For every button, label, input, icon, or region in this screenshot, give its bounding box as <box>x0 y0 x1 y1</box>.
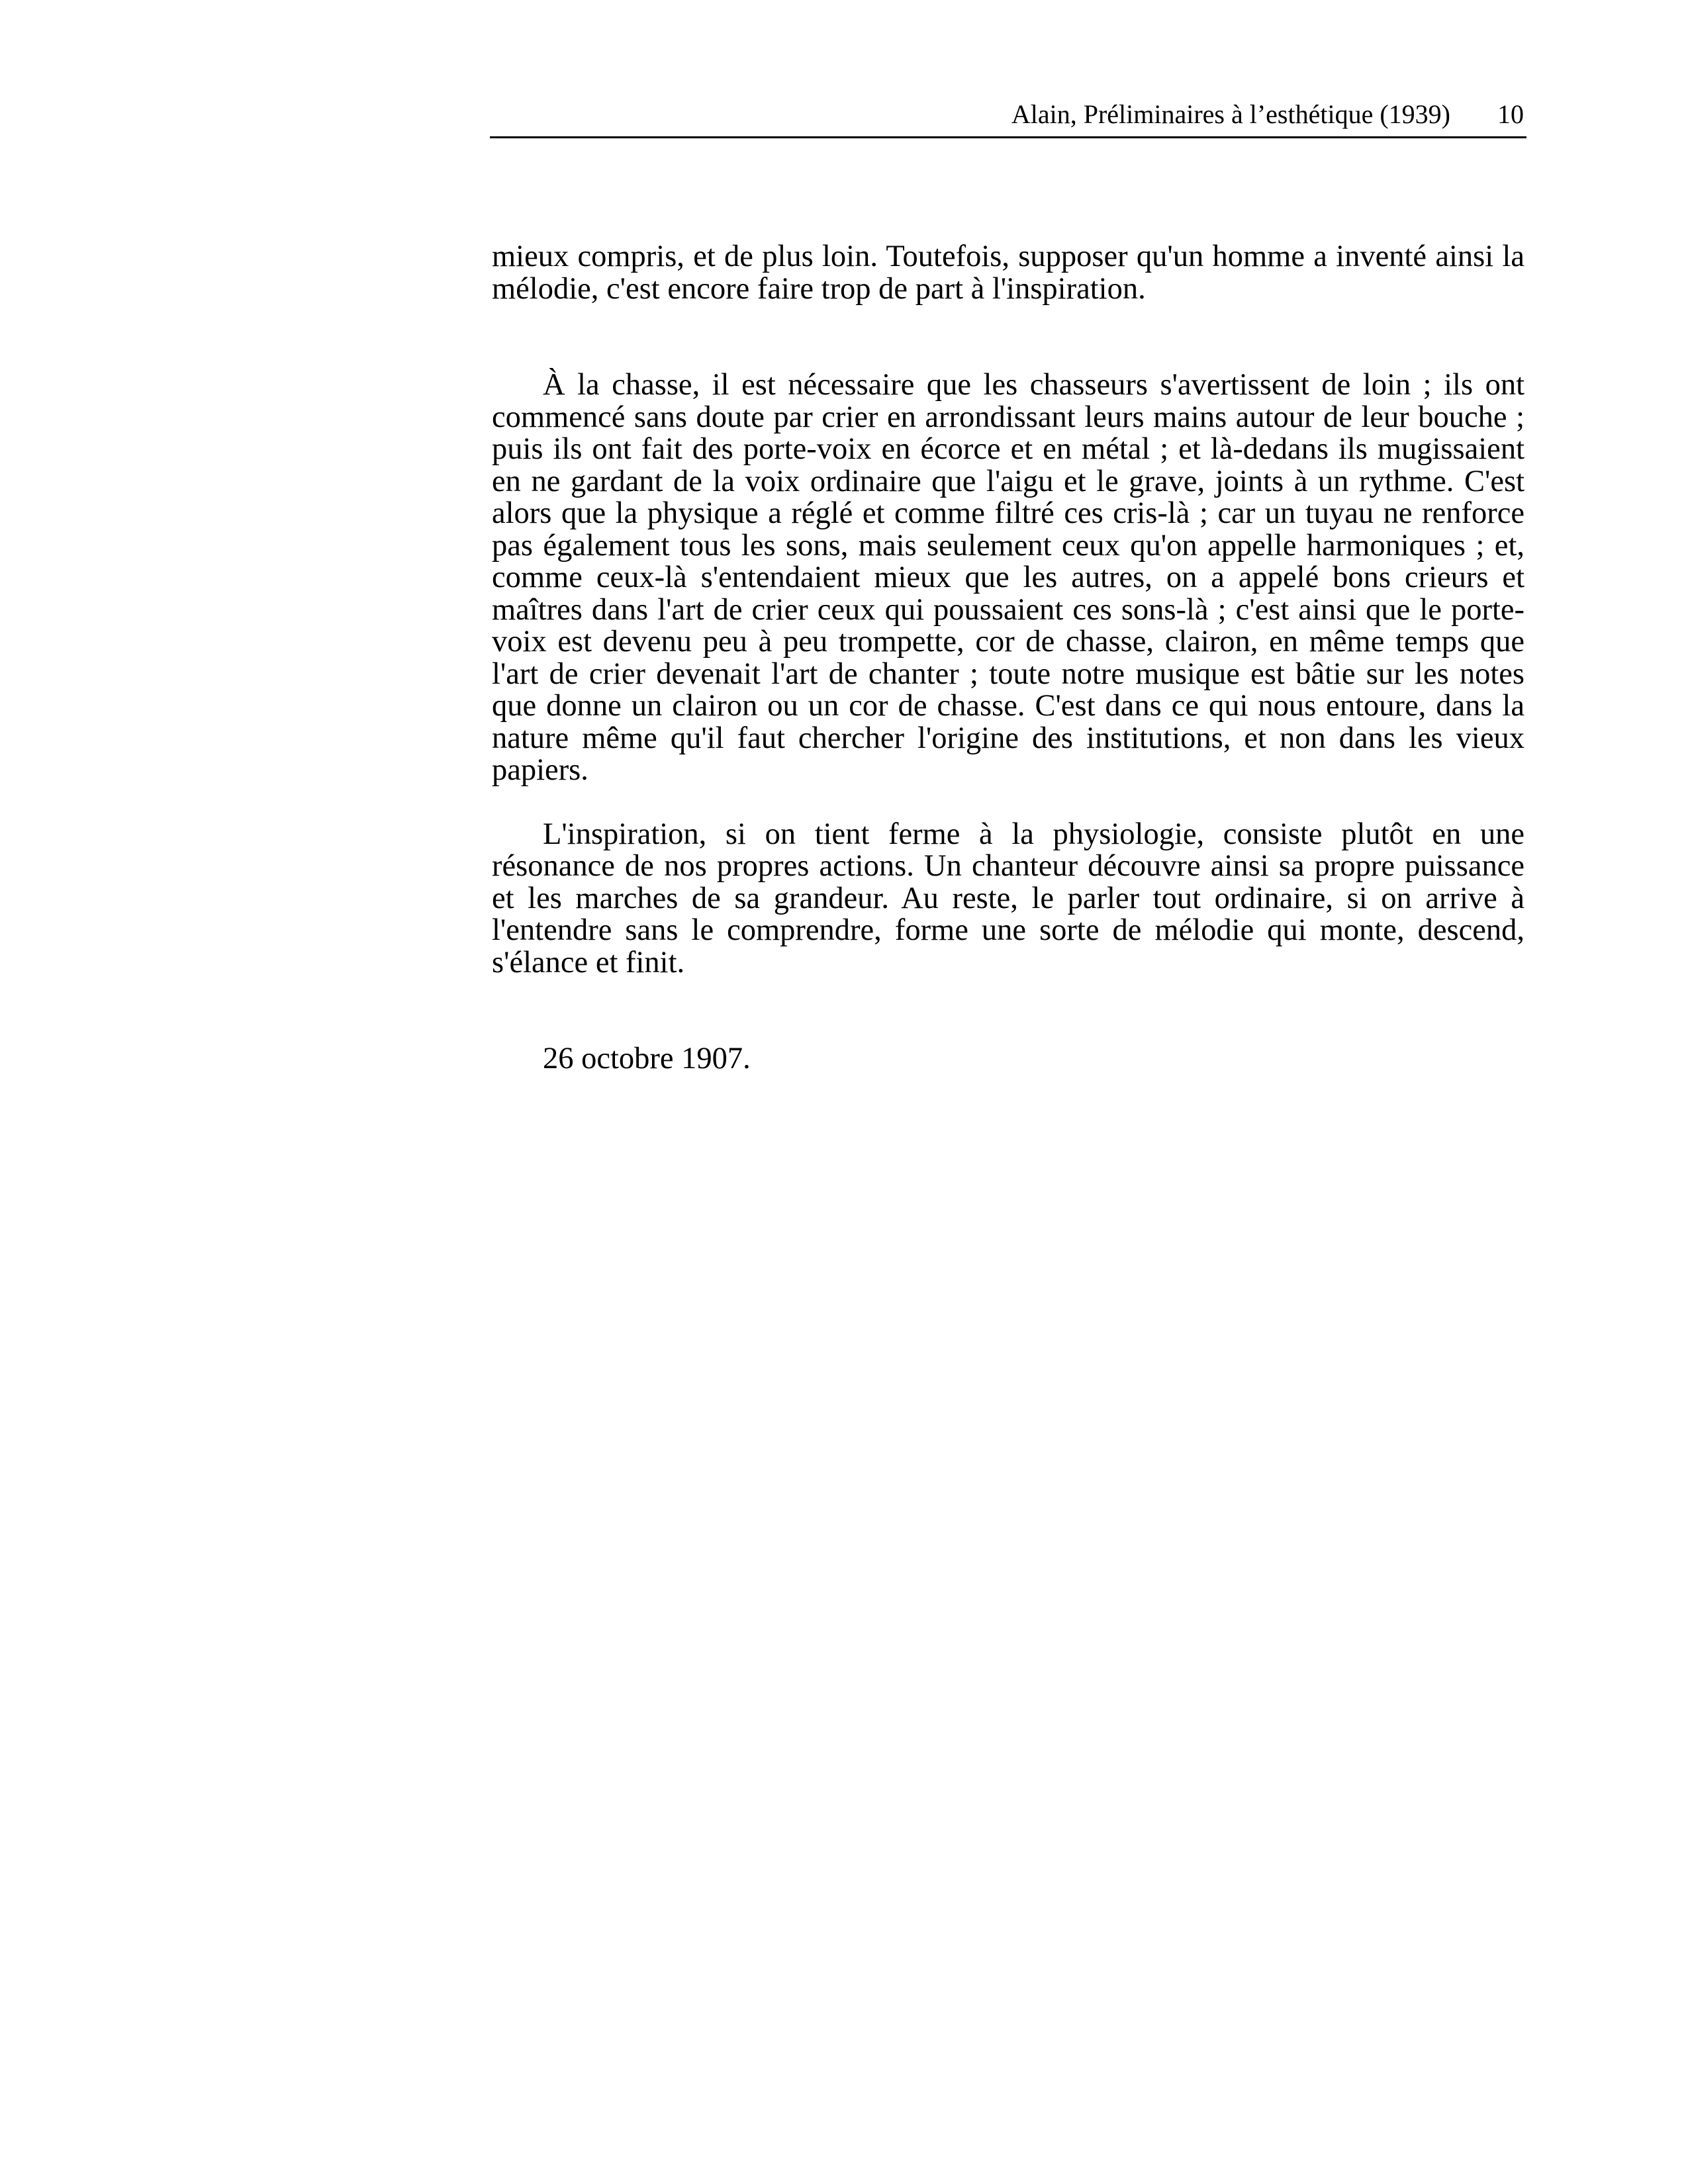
paragraph-inspiration: L'inspiration, si on tient ferme à la physiologie, consiste plutôt en une résonance de nos propres actions. Un chanteur découvre ainsi sa propre puissance et les marches de sa grandeur. Au reste, le parler tout ordinaire, si on arrive à l'entendre sans le comprendre, forme une sorte de mélodie qui monte, descend, s'élance et finit. <box>492 817 1524 979</box>
body-text <box>492 241 1524 1075</box>
header-title: Alain, Préliminaires à l’esthétique (1939) <box>1011 99 1450 129</box>
page-number: 10 <box>1497 99 1524 129</box>
paragraph-hunting-horns: À la chasse, il est nécessaire que les chasseurs s'avertissent de loin ; ils ont commencé sans doute par crier en arrondissant leurs mains autour de leur bouche ; puis ils ont fait des porte-voix en écorce et en métal ; et là-dedans ils mugissaient en ne gardant de la voix ordinaire que l'aigu et le grave, joints à un rythme. C'est alors que la physique a réglé et comme filtré ces cris-là ; car un tuyau ne renforce pas également tous les sons, mais seulement ceux qu'on appelle harmoniques ; et, comme ceux-là s'entendaient mieux que les autres, on a appelé bons crieurs et maîtres dans l'art de crier ceux qui poussaient ces sons-là ; c'est ainsi que le porte-voix est devenu peu à peu trompette, cor de chasse, clairon, en même temps que l'art de crier devenait l'art de chanter ; toute notre musique est bâtie sur les notes que donne un clairon ou un cor de chasse. C'est dans ce qui nous entoure, dans la nature même qu'il faut chercher l'origine des institutions, et non dans les vieux papiers. <box>492 368 1524 787</box>
running-header <box>490 98 1526 138</box>
paragraph-continuation: mieux compris, et de plus loin. Toutefois, supposer qu'un homme a inventé ainsi la mélodie, c'est encore faire trop de part à l'inspiration. <box>492 240 1524 306</box>
date-line: 26 octobre 1907. <box>543 1042 751 1075</box>
